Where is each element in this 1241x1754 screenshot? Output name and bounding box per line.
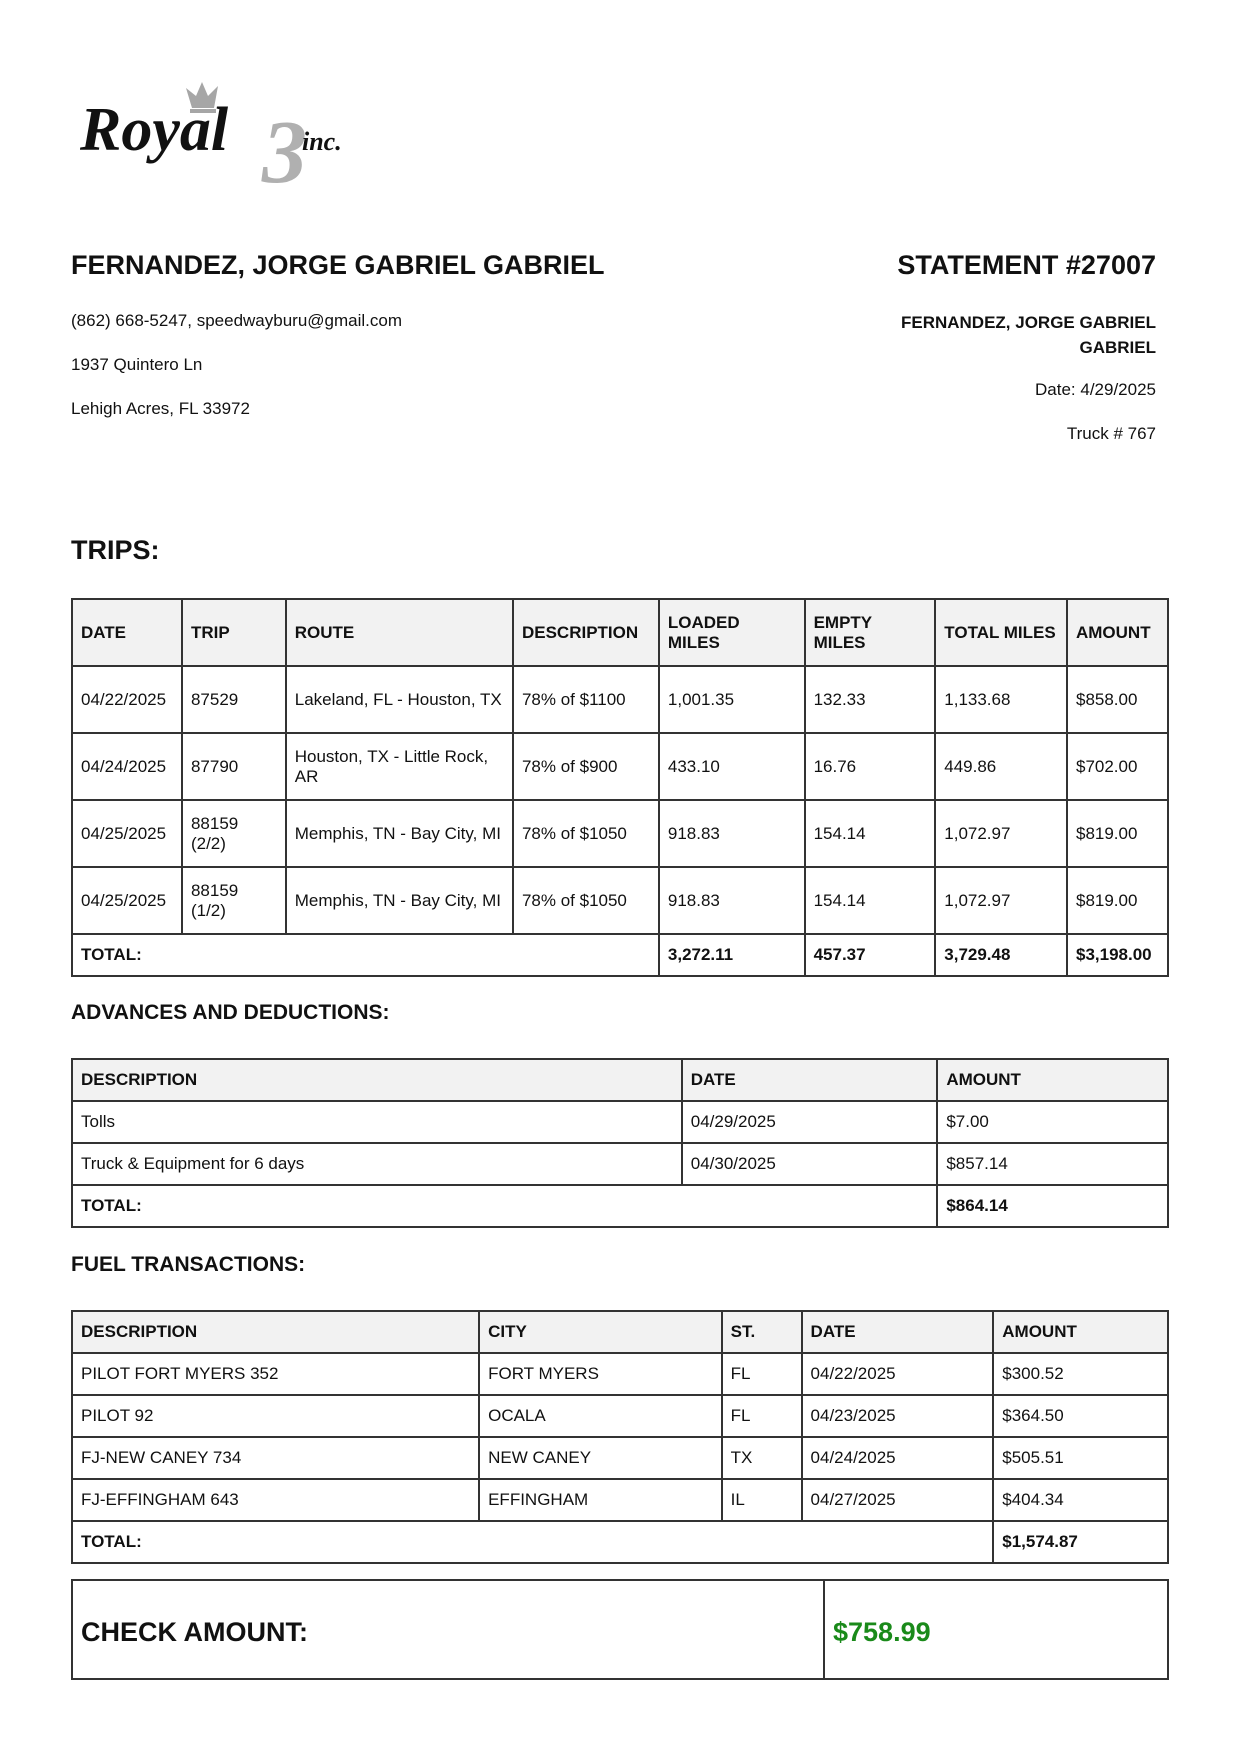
trip-empty: 154.14 bbox=[805, 867, 936, 934]
table-row bbox=[72, 1479, 1168, 1521]
col-date: DATE bbox=[802, 1311, 994, 1353]
trips-title: TRIPS: bbox=[71, 535, 160, 565]
fuel-title: FUEL TRANSACTIONS: bbox=[71, 1253, 306, 1276]
table-row bbox=[72, 1353, 1168, 1395]
col-total-miles: TOTAL MILES bbox=[935, 599, 1067, 666]
fuel-city: OCALA bbox=[479, 1395, 722, 1437]
fuel-city: FORT MYERS bbox=[479, 1353, 722, 1395]
col-description: DESCRIPTION bbox=[513, 599, 659, 666]
trip-route: Lakeland, FL - Houston, TX bbox=[286, 666, 513, 733]
check-amount-box bbox=[71, 1579, 1169, 1680]
fuel-city: EFFINGHAM bbox=[479, 1479, 722, 1521]
trip-amount: $702.00 bbox=[1067, 733, 1168, 800]
trip-description: 78% of $1100 bbox=[513, 666, 659, 733]
trips-header-row bbox=[72, 599, 1168, 666]
trip-empty: 132.33 bbox=[805, 666, 936, 733]
trip-loaded: 918.83 bbox=[659, 800, 805, 867]
table-row bbox=[72, 733, 1168, 800]
fuel-date: 04/27/2025 bbox=[802, 1479, 994, 1521]
deductions-table bbox=[71, 1058, 1169, 1228]
deduction-description: Tolls bbox=[72, 1101, 682, 1143]
trip-route: Memphis, TN - Bay City, MI bbox=[286, 800, 513, 867]
total-label: TOTAL: bbox=[72, 1521, 993, 1563]
deduction-date: 04/29/2025 bbox=[682, 1101, 938, 1143]
total-amount: $1,574.87 bbox=[993, 1521, 1168, 1563]
trip-total: 1,072.97 bbox=[935, 867, 1067, 934]
deductions-header-row bbox=[72, 1059, 1168, 1101]
trip-amount: $819.00 bbox=[1067, 867, 1168, 934]
col-amount: AMOUNT bbox=[937, 1059, 1168, 1101]
trip-route: Memphis, TN - Bay City, MI bbox=[286, 867, 513, 934]
trip-number: 87529 bbox=[182, 666, 286, 733]
statement-truck: Truck # 767 bbox=[1066, 424, 1156, 443]
total-loaded: 3,272.11 bbox=[659, 934, 805, 976]
logo-suffix: inc. bbox=[302, 127, 342, 156]
table-row bbox=[72, 867, 1168, 934]
total-amount: $3,198.00 bbox=[1067, 934, 1168, 976]
check-amount-label: CHECK AMOUNT: bbox=[81, 1617, 308, 1647]
statement-title: STATEMENT #27007 bbox=[897, 250, 1156, 280]
trip-description: 78% of $1050 bbox=[513, 867, 659, 934]
fuel-description: PILOT FORT MYERS 352 bbox=[72, 1353, 479, 1395]
trip-date: 04/25/2025 bbox=[72, 800, 182, 867]
col-city: CITY bbox=[479, 1311, 722, 1353]
fuel-city: NEW CANEY bbox=[479, 1437, 722, 1479]
fuel-header-row bbox=[72, 1311, 1168, 1353]
trip-total: 449.86 bbox=[935, 733, 1067, 800]
driver-name: FERNANDEZ, JORGE GABRIEL GABRIEL bbox=[71, 250, 605, 280]
col-route: ROUTE bbox=[286, 599, 513, 666]
fuel-amount: $404.34 bbox=[993, 1479, 1168, 1521]
col-loaded-miles: LOADED MILES bbox=[659, 599, 805, 666]
table-row bbox=[72, 1395, 1168, 1437]
total-empty: 457.37 bbox=[805, 934, 936, 976]
trip-empty: 16.76 bbox=[805, 733, 936, 800]
fuel-amount: $364.50 bbox=[993, 1395, 1168, 1437]
table-row bbox=[72, 800, 1168, 867]
table-row bbox=[72, 1143, 1168, 1185]
driver-contact: (862) 668-5247, speedwayburu@gmail.com bbox=[71, 311, 402, 330]
col-empty-miles: EMPTY MILES bbox=[805, 599, 936, 666]
fuel-description: PILOT 92 bbox=[72, 1395, 479, 1437]
fuel-state: TX bbox=[722, 1437, 802, 1479]
company-logo bbox=[80, 78, 380, 188]
table-row bbox=[72, 666, 1168, 733]
fuel-description: FJ-EFFINGHAM 643 bbox=[72, 1479, 479, 1521]
fuel-state: FL bbox=[722, 1353, 802, 1395]
fuel-table bbox=[71, 1310, 1169, 1564]
total-miles: 3,729.48 bbox=[935, 934, 1067, 976]
statement-date: Date: 4/29/2025 bbox=[1035, 380, 1156, 399]
col-amount: AMOUNT bbox=[1067, 599, 1168, 666]
trip-number: 88159 (1/2) bbox=[182, 867, 286, 934]
deductions-title: ADVANCES AND DEDUCTIONS: bbox=[71, 1001, 390, 1024]
col-state: ST. bbox=[722, 1311, 802, 1353]
fuel-date: 04/23/2025 bbox=[802, 1395, 994, 1437]
trip-amount: $858.00 bbox=[1067, 666, 1168, 733]
fuel-amount: $505.51 bbox=[993, 1437, 1168, 1479]
col-trip: TRIP bbox=[182, 599, 286, 666]
fuel-date: 04/24/2025 bbox=[802, 1437, 994, 1479]
deductions-total-row bbox=[72, 1185, 1168, 1227]
trip-description: 78% of $1050 bbox=[513, 800, 659, 867]
deduction-amount: $857.14 bbox=[937, 1143, 1168, 1185]
trip-loaded: 1,001.35 bbox=[659, 666, 805, 733]
trips-total-row bbox=[72, 934, 1168, 976]
check-divider bbox=[823, 1581, 825, 1678]
trip-date: 04/24/2025 bbox=[72, 733, 182, 800]
driver-city: Lehigh Acres, FL 33972 bbox=[71, 399, 250, 418]
trip-number: 87790 bbox=[182, 733, 286, 800]
table-row bbox=[72, 1437, 1168, 1479]
trip-total: 1,072.97 bbox=[935, 800, 1067, 867]
total-amount: $864.14 bbox=[937, 1185, 1168, 1227]
trips-table bbox=[71, 598, 1169, 977]
logo-wordmark: Royal bbox=[80, 96, 229, 164]
trip-number: 88159 (2/2) bbox=[182, 800, 286, 867]
fuel-date: 04/22/2025 bbox=[802, 1353, 994, 1395]
check-amount-value: $758.99 bbox=[833, 1617, 931, 1647]
trip-description: 78% of $900 bbox=[513, 733, 659, 800]
table-row bbox=[72, 1101, 1168, 1143]
col-date: DATE bbox=[682, 1059, 938, 1101]
fuel-description: FJ-NEW CANEY 734 bbox=[72, 1437, 479, 1479]
trip-total: 1,133.68 bbox=[935, 666, 1067, 733]
deduction-description: Truck & Equipment for 6 days bbox=[72, 1143, 682, 1185]
fuel-state: IL bbox=[722, 1479, 802, 1521]
statement-name: FERNANDEZ, JORGE GABRIEL GABRIEL bbox=[900, 313, 1156, 357]
col-description: DESCRIPTION bbox=[72, 1311, 479, 1353]
fuel-total-row bbox=[72, 1521, 1168, 1563]
col-description: DESCRIPTION bbox=[72, 1059, 682, 1101]
trip-empty: 154.14 bbox=[805, 800, 936, 867]
deduction-amount: $7.00 bbox=[937, 1101, 1168, 1143]
trip-loaded: 433.10 bbox=[659, 733, 805, 800]
fuel-state: FL bbox=[722, 1395, 802, 1437]
trip-amount: $819.00 bbox=[1067, 800, 1168, 867]
deduction-date: 04/30/2025 bbox=[682, 1143, 938, 1185]
logo-number: 3 bbox=[262, 103, 307, 188]
trip-date: 04/25/2025 bbox=[72, 867, 182, 934]
trip-route: Houston, TX - Little Rock, AR bbox=[286, 733, 513, 800]
fuel-amount: $300.52 bbox=[993, 1353, 1168, 1395]
col-date: DATE bbox=[72, 599, 182, 666]
trip-date: 04/22/2025 bbox=[72, 666, 182, 733]
total-label: TOTAL: bbox=[72, 934, 659, 976]
total-label: TOTAL: bbox=[72, 1185, 937, 1227]
trip-loaded: 918.83 bbox=[659, 867, 805, 934]
col-amount: AMOUNT bbox=[993, 1311, 1168, 1353]
driver-street: 1937 Quintero Ln bbox=[71, 355, 203, 374]
